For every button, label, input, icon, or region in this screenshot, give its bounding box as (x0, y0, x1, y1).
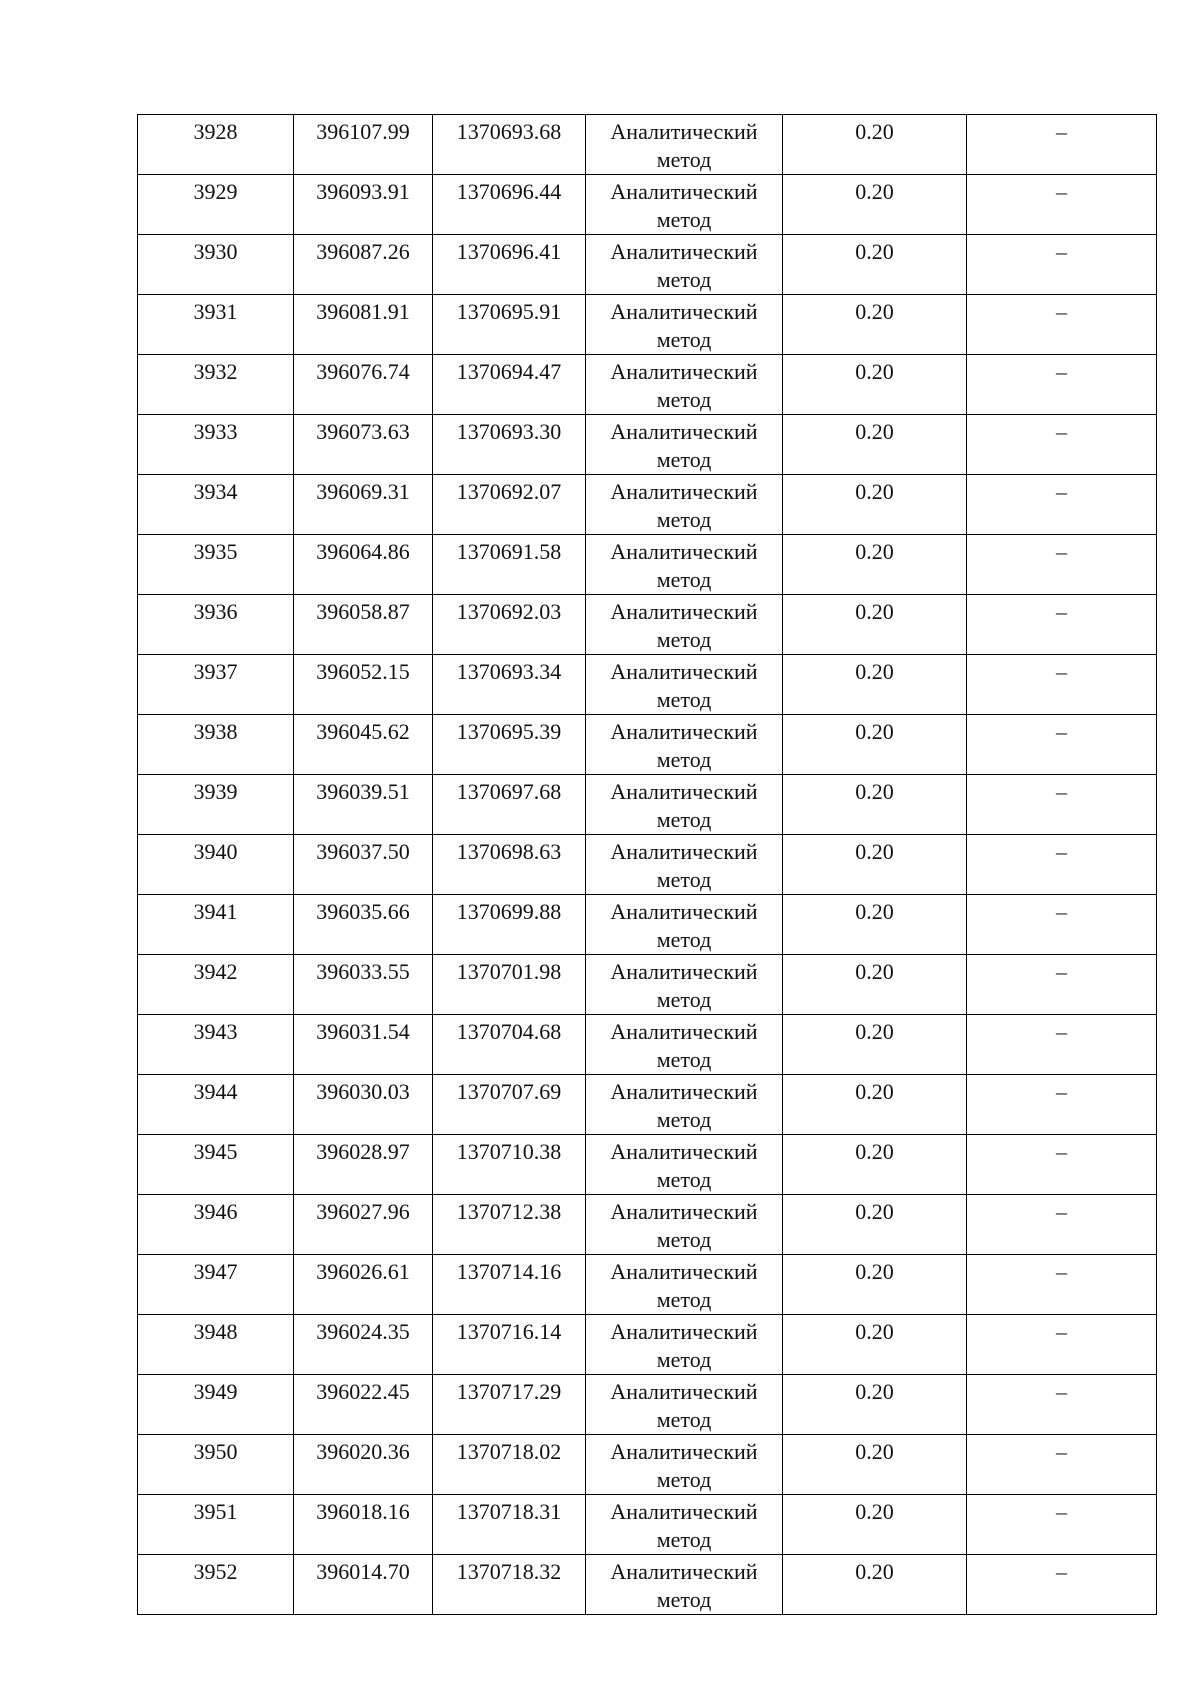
accuracy-cell: 0.20 (783, 1195, 967, 1255)
method-cell: Аналитический метод (586, 1555, 783, 1615)
note-cell: – (967, 175, 1157, 235)
note-cell: – (967, 1435, 1157, 1495)
accuracy-cell: 0.20 (783, 115, 967, 175)
table-row (138, 355, 1157, 415)
y-coordinate-cell: 1370696.41 (433, 235, 586, 295)
method-cell: Аналитический метод (586, 1135, 783, 1195)
point-number-cell: 3946 (138, 1195, 294, 1255)
point-number-cell: 3931 (138, 295, 294, 355)
accuracy-cell: 0.20 (783, 1315, 967, 1375)
accuracy-cell: 0.20 (783, 955, 967, 1015)
point-number-cell: 3951 (138, 1495, 294, 1555)
note-cell: – (967, 355, 1157, 415)
y-coordinate-cell: 1370691.58 (433, 535, 586, 595)
accuracy-cell: 0.20 (783, 235, 967, 295)
method-cell: Аналитический метод (586, 355, 783, 415)
method-cell: Аналитический метод (586, 1435, 783, 1495)
accuracy-cell: 0.20 (783, 595, 967, 655)
x-coordinate-cell: 396020.36 (294, 1435, 433, 1495)
table-row (138, 1135, 1157, 1195)
y-coordinate-cell: 1370718.02 (433, 1435, 586, 1495)
note-cell: – (967, 1315, 1157, 1375)
note-cell: – (967, 115, 1157, 175)
x-coordinate-cell: 396030.03 (294, 1075, 433, 1135)
method-cell: Аналитический метод (586, 175, 783, 235)
method-cell: Аналитический метод (586, 295, 783, 355)
y-coordinate-cell: 1370698.63 (433, 835, 586, 895)
method-cell: Аналитический метод (586, 1195, 783, 1255)
y-coordinate-cell: 1370692.07 (433, 475, 586, 535)
x-coordinate-cell: 396022.45 (294, 1375, 433, 1435)
x-coordinate-cell: 396014.70 (294, 1555, 433, 1615)
y-coordinate-cell: 1370718.31 (433, 1495, 586, 1555)
table-row (138, 775, 1157, 835)
note-cell: – (967, 475, 1157, 535)
point-number-cell: 3945 (138, 1135, 294, 1195)
accuracy-cell: 0.20 (783, 175, 967, 235)
point-number-cell: 3934 (138, 475, 294, 535)
accuracy-cell: 0.20 (783, 415, 967, 475)
point-number-cell: 3939 (138, 775, 294, 835)
accuracy-cell: 0.20 (783, 1375, 967, 1435)
x-coordinate-cell: 396031.54 (294, 1015, 433, 1075)
note-cell: – (967, 715, 1157, 775)
point-number-cell: 3937 (138, 655, 294, 715)
method-cell: Аналитический метод (586, 835, 783, 895)
accuracy-cell: 0.20 (783, 1555, 967, 1615)
method-cell: Аналитический метод (586, 475, 783, 535)
accuracy-cell: 0.20 (783, 895, 967, 955)
accuracy-cell: 0.20 (783, 655, 967, 715)
y-coordinate-cell: 1370699.88 (433, 895, 586, 955)
note-cell: – (967, 415, 1157, 475)
accuracy-cell: 0.20 (783, 1015, 967, 1075)
accuracy-cell: 0.20 (783, 475, 967, 535)
table-body (138, 115, 1157, 1615)
table-row (138, 835, 1157, 895)
x-coordinate-cell: 396018.16 (294, 1495, 433, 1555)
method-cell: Аналитический метод (586, 1075, 783, 1135)
x-coordinate-cell: 396076.74 (294, 355, 433, 415)
x-coordinate-cell: 396093.91 (294, 175, 433, 235)
note-cell: – (967, 1135, 1157, 1195)
note-cell: – (967, 1495, 1157, 1555)
method-cell: Аналитический метод (586, 535, 783, 595)
x-coordinate-cell: 396073.63 (294, 415, 433, 475)
note-cell: – (967, 1255, 1157, 1315)
x-coordinate-cell: 396033.55 (294, 955, 433, 1015)
y-coordinate-cell: 1370701.98 (433, 955, 586, 1015)
point-number-cell: 3935 (138, 535, 294, 595)
y-coordinate-cell: 1370693.30 (433, 415, 586, 475)
method-cell: Аналитический метод (586, 235, 783, 295)
note-cell: – (967, 955, 1157, 1015)
x-coordinate-cell: 396037.50 (294, 835, 433, 895)
method-cell: Аналитический метод (586, 655, 783, 715)
point-number-cell: 3940 (138, 835, 294, 895)
table-row (138, 1075, 1157, 1135)
point-number-cell: 3948 (138, 1315, 294, 1375)
accuracy-cell: 0.20 (783, 715, 967, 775)
y-coordinate-cell: 1370696.44 (433, 175, 586, 235)
table-row (138, 1495, 1157, 1555)
x-coordinate-cell: 396026.61 (294, 1255, 433, 1315)
y-coordinate-cell: 1370697.68 (433, 775, 586, 835)
note-cell: – (967, 1075, 1157, 1135)
table-row (138, 115, 1157, 175)
x-coordinate-cell: 396058.87 (294, 595, 433, 655)
x-coordinate-cell: 396045.62 (294, 715, 433, 775)
x-coordinate-cell: 396052.15 (294, 655, 433, 715)
accuracy-cell: 0.20 (783, 1435, 967, 1495)
accuracy-cell: 0.20 (783, 835, 967, 895)
y-coordinate-cell: 1370694.47 (433, 355, 586, 415)
note-cell: – (967, 1555, 1157, 1615)
y-coordinate-cell: 1370695.91 (433, 295, 586, 355)
table-row (138, 655, 1157, 715)
y-coordinate-cell: 1370710.38 (433, 1135, 586, 1195)
note-cell: – (967, 535, 1157, 595)
note-cell: – (967, 235, 1157, 295)
table-row (138, 595, 1157, 655)
x-coordinate-cell: 396024.35 (294, 1315, 433, 1375)
table-row (138, 1435, 1157, 1495)
point-number-cell: 3950 (138, 1435, 294, 1495)
method-cell: Аналитический метод (586, 775, 783, 835)
note-cell: – (967, 1375, 1157, 1435)
method-cell: Аналитический метод (586, 715, 783, 775)
accuracy-cell: 0.20 (783, 1495, 967, 1555)
y-coordinate-cell: 1370693.34 (433, 655, 586, 715)
table-row (138, 1195, 1157, 1255)
method-cell: Аналитический метод (586, 1255, 783, 1315)
table-row (138, 535, 1157, 595)
table-row (138, 1555, 1157, 1615)
note-cell: – (967, 895, 1157, 955)
y-coordinate-cell: 1370718.32 (433, 1555, 586, 1615)
table-row (138, 475, 1157, 535)
table-row (138, 1375, 1157, 1435)
table-row (138, 895, 1157, 955)
method-cell: Аналитический метод (586, 1375, 783, 1435)
point-number-cell: 3952 (138, 1555, 294, 1615)
table-row (138, 235, 1157, 295)
point-number-cell: 3933 (138, 415, 294, 475)
note-cell: – (967, 835, 1157, 895)
y-coordinate-cell: 1370693.68 (433, 115, 586, 175)
y-coordinate-cell: 1370717.29 (433, 1375, 586, 1435)
accuracy-cell: 0.20 (783, 1135, 967, 1195)
table-row (138, 415, 1157, 475)
table-row (138, 1015, 1157, 1075)
point-number-cell: 3949 (138, 1375, 294, 1435)
x-coordinate-cell: 396087.26 (294, 235, 433, 295)
note-cell: – (967, 775, 1157, 835)
method-cell: Аналитический метод (586, 895, 783, 955)
y-coordinate-cell: 1370704.68 (433, 1015, 586, 1075)
note-cell: – (967, 295, 1157, 355)
y-coordinate-cell: 1370707.69 (433, 1075, 586, 1135)
method-cell: Аналитический метод (586, 595, 783, 655)
x-coordinate-cell: 396028.97 (294, 1135, 433, 1195)
point-number-cell: 3932 (138, 355, 294, 415)
accuracy-cell: 0.20 (783, 1075, 967, 1135)
x-coordinate-cell: 396064.86 (294, 535, 433, 595)
table-row (138, 175, 1157, 235)
note-cell: – (967, 1195, 1157, 1255)
x-coordinate-cell: 396035.66 (294, 895, 433, 955)
method-cell: Аналитический метод (586, 415, 783, 475)
x-coordinate-cell: 396027.96 (294, 1195, 433, 1255)
table-row (138, 295, 1157, 355)
point-number-cell: 3941 (138, 895, 294, 955)
note-cell: – (967, 1015, 1157, 1075)
point-number-cell: 3947 (138, 1255, 294, 1315)
accuracy-cell: 0.20 (783, 535, 967, 595)
table-row (138, 955, 1157, 1015)
accuracy-cell: 0.20 (783, 1255, 967, 1315)
accuracy-cell: 0.20 (783, 295, 967, 355)
accuracy-cell: 0.20 (783, 775, 967, 835)
point-number-cell: 3943 (138, 1015, 294, 1075)
coordinates-table (137, 114, 1157, 1615)
point-number-cell: 3942 (138, 955, 294, 1015)
method-cell: Аналитический метод (586, 115, 783, 175)
accuracy-cell: 0.20 (783, 355, 967, 415)
note-cell: – (967, 655, 1157, 715)
method-cell: Аналитический метод (586, 1015, 783, 1075)
y-coordinate-cell: 1370695.39 (433, 715, 586, 775)
table-row (138, 715, 1157, 775)
y-coordinate-cell: 1370712.38 (433, 1195, 586, 1255)
note-cell: – (967, 595, 1157, 655)
point-number-cell: 3930 (138, 235, 294, 295)
point-number-cell: 3929 (138, 175, 294, 235)
y-coordinate-cell: 1370716.14 (433, 1315, 586, 1375)
method-cell: Аналитический метод (586, 1315, 783, 1375)
table-row (138, 1255, 1157, 1315)
point-number-cell: 3928 (138, 115, 294, 175)
table-row (138, 1315, 1157, 1375)
method-cell: Аналитический метод (586, 1495, 783, 1555)
point-number-cell: 3944 (138, 1075, 294, 1135)
point-number-cell: 3936 (138, 595, 294, 655)
point-number-cell: 3938 (138, 715, 294, 775)
y-coordinate-cell: 1370692.03 (433, 595, 586, 655)
x-coordinate-cell: 396039.51 (294, 775, 433, 835)
x-coordinate-cell: 396107.99 (294, 115, 433, 175)
x-coordinate-cell: 396069.31 (294, 475, 433, 535)
method-cell: Аналитический метод (586, 955, 783, 1015)
x-coordinate-cell: 396081.91 (294, 295, 433, 355)
y-coordinate-cell: 1370714.16 (433, 1255, 586, 1315)
